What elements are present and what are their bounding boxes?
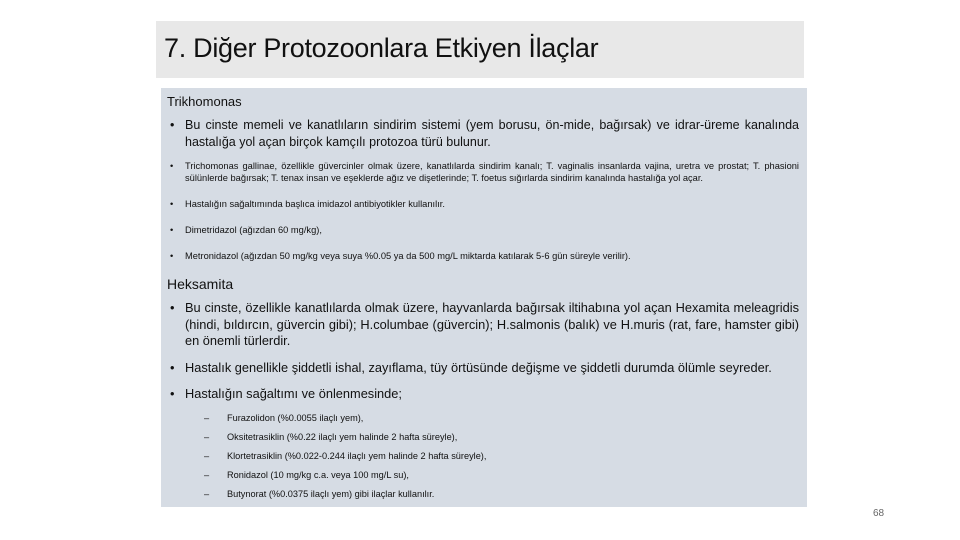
bullet: •: [170, 118, 175, 132]
list-item: – Oksitetrasiklin (%0.22 ilaçlı yem halinde 2 hafta süreyle),: [204, 431, 458, 442]
bullet: •: [170, 359, 175, 375]
heksamita-heading: Heksamita: [167, 276, 234, 292]
trikhomonas-drug-dimetridazol: • Dimetridazol (ağızdan 60 mg/kg),: [170, 225, 322, 235]
bullet: •: [170, 386, 175, 401]
page-number: 68: [873, 508, 885, 519]
slide-title: 7. Diğer Protozoonlara Etkiyen İlaçlar: [164, 33, 599, 63]
trikhomonas-treatment: • Hastalığın sağaltımında başlıca imidazol antibiyotikler kullanılır.: [170, 199, 445, 209]
bullet: •: [170, 161, 174, 171]
bullet: •: [170, 199, 174, 209]
list-item: – Klortetrasiklin (%0.022-0.244 ilaçlı yem halinde 2 hafta süreyle),: [204, 450, 487, 461]
title-bar: [156, 21, 804, 78]
trikhomonas-heading: Trikhomonas: [167, 94, 242, 109]
trikhomonas-intro: • Bu cinste memeli ve kanatlıların sindirim sistemi (yem borusu, ön-mide, bağırsak) ve idrar-üreme kanalında hastalığa yol açan birçok kamçılı protozoa türü bulunur.: [170, 118, 799, 149]
list-item: – Ronidazol (10 mg/kg c.a. veya 100 mg/L su),: [204, 469, 409, 480]
heksamita-symptoms: • Hastalık genellikle şiddetli ishal, zayıflama, tüy örtüsünde değişme ve şiddetli durumda ölümle seyreder.: [170, 359, 772, 375]
heksamita-intro: • Bu cinste, özellikle kanatlılarda olmak üzere, hayvanlarda bağırsak iltihabına yol açan Hexamita meleagridis (hindi, bıldırcın, güvercin gibi); H.columbae (güvercin); H.salmonis (balık) ve H.muris (rat, fare, hamster gibi) en önemli türlerdir.: [170, 300, 799, 348]
heksamita-drug-list: [167, 409, 799, 504]
content-box: [161, 88, 807, 507]
bullet: •: [170, 300, 175, 315]
trikhomonas-drug-metronidazol: • Metronidazol (ağızdan 50 mg/kg veya suya %0.05 ya da 500 mg/L miktarda katılarak 5-6 gün süreyle verilir).: [170, 251, 631, 261]
heksamita-treatment-head: • Hastalığın sağaltımı ve önlenmesinde;: [170, 386, 402, 401]
bullet: •: [170, 225, 174, 235]
trikhomonas-species: • Trichomonas gallinae, özellikle güvercinler olmak üzere, kanatlılarda sindirim kanalı; T. vaginalis insanlarda vajina, uretra ve prostat; T. phasioni sülünlerde bağırsak; T. tenax insan ve eşeklerde ağız ve dişetlerinde; T. foetus sığırlarda sindirim kanalında hastalığa yol açar.: [170, 161, 799, 183]
list-item: – Furazolidon (%0.0055 ilaçlı yem),: [204, 412, 364, 423]
list-item: – Butynorat (%0.0375 ilaçlı yem) gibi ilaçlar kullanılır.: [204, 488, 435, 499]
bullet: •: [170, 251, 174, 261]
